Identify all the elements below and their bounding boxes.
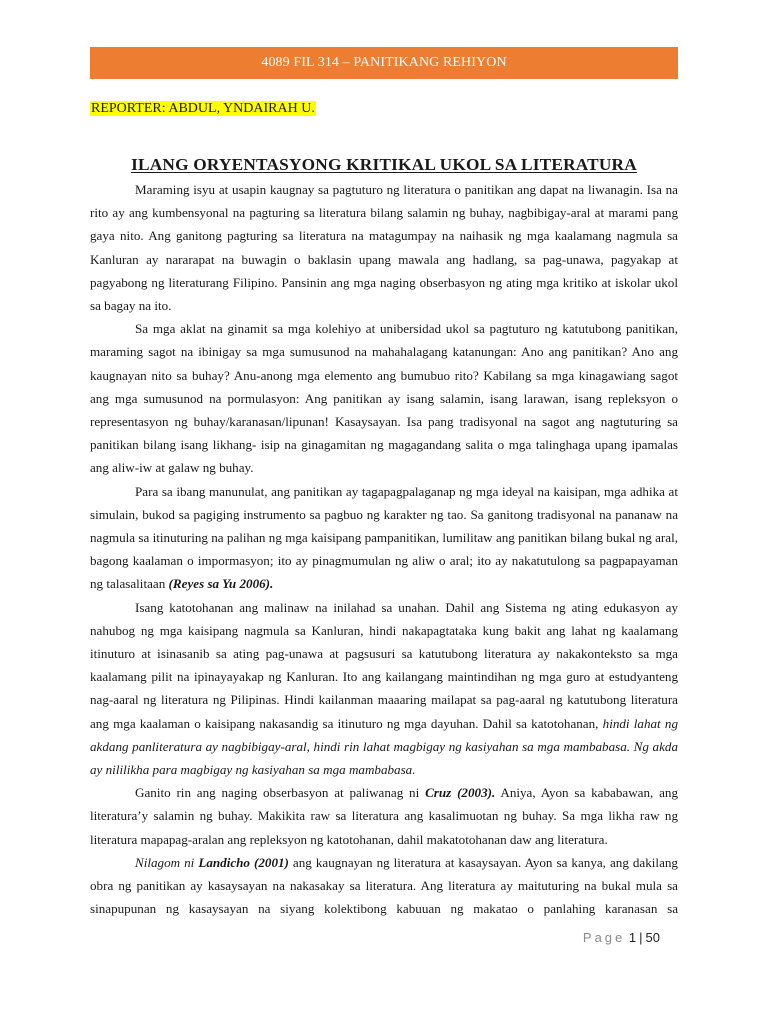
paragraph-6-text-a: Nilagom ni: [135, 854, 195, 870]
paragraph-5-text-a: Ganito rin ang naging obserbasyon at paliwanag ni: [135, 785, 420, 801]
page-separator: |: [639, 930, 643, 945]
course-title: 4089 FIL 314 – PANITIKANG REHIYON: [261, 55, 507, 70]
citation-cruz: Cruz (2003).: [425, 785, 496, 801]
paragraph-2-text: Sa mga aklat na ginamit sa mga kolehiyo at unibersidad ukol sa pagtuturo ng katutubong panitikan, maraming sagot na ibinigay sa mga sumusunod na mahahalagang katanungan: Ano ang panitikan? Ano ang kaugnayan nito sa buhay? Anu-anong mga elemento ang bumubuo rito? Kabilang sa mga kinagawiang sagot ang mga sumusunod na pormulasyon: Ang panitikan ay isang salamin, isang larawan, isang repleksyon o representasyon ng buhay/karanasan/lipunan! Kasaysayan. Isa pang tradisyonal na sagot ang nagtuturing sa panitikan bilang isang likhang- isip na ginagamitan ng magagandang salita o mga talinghaga upang ipamalas ang aliw-iw at galaw ng buhay.: [90, 321, 678, 476]
document-body: [90, 178, 678, 921]
course-header-bar: [90, 47, 678, 79]
paragraph-6-text-b: ang kaugnayan ng literatura at kasaysayan. Ayon sa kanya, ang dakilang obra ng panitikan ay kasaysayan na nakasakay sa literatura. Ang literatura ay maituturing na bukal mula sa sinapupunan ng kasaysayan na siyang kolektibong kabuuan ng makatao o panlahing karanasan sa: [90, 854, 678, 917]
reporter-line: [90, 99, 316, 118]
paragraph-4-text: Isang katotohanan ang malinaw na inilahad sa unahan. Dahil ang Sistema ng ating edukasyon ay nahubog ng mga kaisipang nagmula sa Kanluran, hindi nakapagtataka kung bakit ang lahat ng kaalamang itinuturo at isinasanib sa ating pag-unawa at pagsusuri sa katutubong literatura ay nakakonteksto sa mga kaalamang pilit na ipinayayakap ng Kanluran. Ito ang kailangang maintindihan ng mga guro at estudyanteng nag-aaral ng literatura ng Pilipinas. Hindi kailanman maaaring mailapat sa pag-aaral ng katutubong literatura ang mga kaalaman o kaisipang nakasandig sa itinuturo ng mga dayuhan. Dahil sa katotohanan,: [90, 599, 678, 731]
paragraph-5: [90, 781, 678, 851]
paragraph-6: [90, 851, 678, 921]
paragraph-4: [90, 596, 678, 782]
reporter-name: REPORTER: ABDUL, YNDAIRAH U.: [91, 101, 315, 116]
paragraph-2: [90, 317, 678, 479]
paragraph-3-text: Para sa ibang manunulat, ang panitikan ay tagapagpalaganap ng mga ideyal na kaisipan, mga adhika at simulain, bukod sa pagiging instrumento sa pagbuo ng karakter ng tao. Sa ganitong tradisyonal na pananaw na nagmula sa itinuturing na palihan ng mga kaisipang pampanitikan, lumilitaw ang panitikan bilang bukal ng aral, bagong kaalaman o impormasyon; ito ay pinagmumulan ng aliw o aral; ito ay nakatutulong sa pagpapayaman ng talasalitaan: [90, 483, 678, 592]
paragraph-1: [90, 178, 678, 317]
citation-landicho: Landicho (2001): [198, 854, 289, 870]
paragraph-3: [90, 480, 678, 596]
paragraph-4-italic: hindi lahat ng akdang panliteratura ay nagbibigay-aral, hindi rin lahat magbigay ng kasiyahan sa mga mambabasa. Ng akda ay nililikha para magbigay ng kasiyahan sa mga mambabasa.: [90, 715, 678, 778]
citation-reyes: (Reyes sa Yu 2006).: [168, 576, 274, 592]
paragraph-5-text-b: Aniya, Ayon sa kababawan, ang literatura’y salamin ng buhay. Makikita raw sa literatura ang kasalimuotan ng buhay. Sa mga likha raw ng literatura mapapag-aralan ang repleksyon ng katotohanan, dahil makatotohanan daw ang literatura.: [90, 785, 678, 847]
page-total: 50: [645, 930, 660, 945]
page-current: 1: [628, 930, 637, 945]
paragraph-1-text: Maraming isyu at usapin kaugnay sa pagtuturo ng literatura o panitikan ang dapat na liwanagin. Isa na rito ay ang kumbensyonal na pagturing sa literatura bilang salamin ng buhay, nagbibigay-aral at marami pang gaya nito. Ang ganitong pagturing sa literatura na matagumpay na naihasik ng mga kaalamang nagmula sa Kanluran ay nararapat na buwagin o baklasin upang mawala ang hadlang, sa pag-unawa, pagyakap at pagyabong ng literaturang Filipino. Pansinin ang mga naging obserbasyon ng ating mga kritiko at iskolar ukol sa bagay na ito.: [90, 182, 678, 314]
document-title: ILANG ORYENTASYONG KRITIKAL UKOL SA LITERATURA: [131, 155, 637, 174]
page-footer: [583, 930, 660, 945]
page-label: Page: [582, 930, 626, 945]
